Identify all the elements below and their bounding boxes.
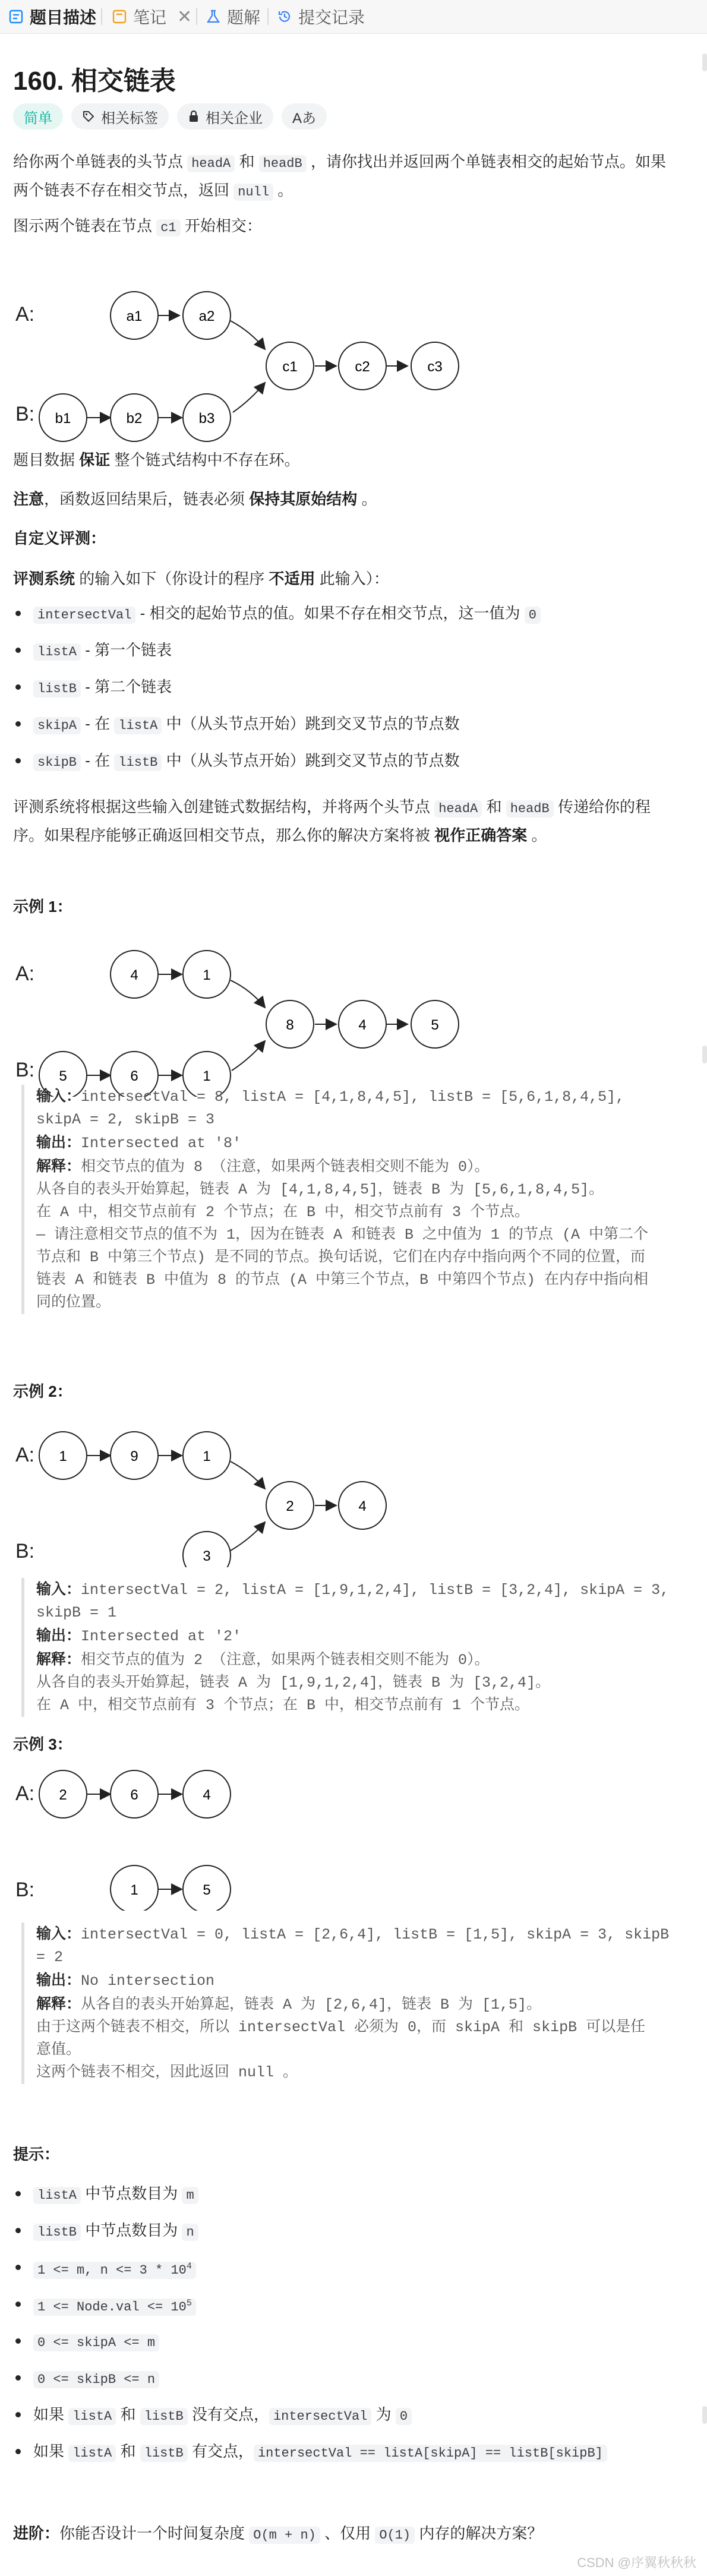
- svg-text:1: 1: [203, 967, 211, 983]
- node-c1: [266, 342, 314, 390]
- svg-text:c2: c2: [355, 359, 370, 375]
- svg-text:6: 6: [130, 1068, 138, 1084]
- figure-caption: 图示两个链表在节点 c1 开始相交：: [13, 217, 262, 235]
- related-companies-button[interactable]: [177, 103, 273, 130]
- lock-icon: [188, 110, 200, 123]
- font-size-label: Aあ: [292, 110, 317, 127]
- example-3-block: 输入：intersectVal = 0, listA = [2,6,4], listB = [1,5], skipA = 3, skipB = 2 输出：No intersection 解释：从各自的表头开始算起，链表 A 为 [2,6,4]，链表 B 为 [1,5]。 由于这两个链表不相交，所以 intersectVal 必须为 0，而 skipA 和 skipB 可以是任 意值。 这两个链表不相交，因此返回 null 。: [21, 1922, 678, 2084]
- label-a: A:: [15, 1444, 35, 1466]
- label-a: A:: [15, 1782, 35, 1805]
- node: [266, 1482, 314, 1529]
- problem-intro: 给你两个单链表的头节点 headA 和 headB ，请你找出并返回两个单链表相交的起始节点。如果两个链表不存在相交节点，返回 null 。: [13, 153, 666, 200]
- node-c3: [411, 342, 459, 390]
- node-b3: [183, 394, 231, 441]
- node: [183, 951, 231, 998]
- tab-bar: [0, 0, 707, 34]
- node-a2: [183, 292, 231, 339]
- input-item: intersectVal - 相交的起始节点的值。如果不存在相交节点，这一值为 0: [13, 601, 687, 627]
- hints-heading: 提示：: [13, 2145, 60, 2163]
- svg-text:1: 1: [203, 1068, 211, 1084]
- example-1-block: 输入：intersectVal = 8, listA = [4,1,8,4,5], listB = [5,6,1,8,4,5], skipA = 2, skipB = 3 输出：Intersected at '8' 解释：相交节点的值为 8 （注意，如果两个链表相交则不能为 0）。 从各自的表头开始算起，链表 A 为 [4,1,8,4,5]，链表 B 为 [5,6,1,8,4,5]。 在 A 中，相交节点前有 2 个节点；在 B 中，相交节点前有 3 个节点。 — 请注意相交节点的值不为 1，因为在链表 A 和链表 B 之中值为 1 的节点 (A 中第二个 节点和 B 中第三个节点) 是不同的节点。换句话说，它们在内存中指向两个不同的位置，而 链表 A 和链表 B 中值为 8 的节点 (A 中第三个节点，B 中第四个节点) 在内存中指向相 同的位置。: [21, 1085, 678, 1314]
- svg-text:1: 1: [59, 1448, 67, 1464]
- eval-description: 评测系统将根据这些输入创建链式数据结构，并将两个头节点 headA 和 headB 传递给你的程序。如果程序能够正确返回相交节点，那么你的解决方案将被 视作正确答案 。: [13, 798, 651, 844]
- label-b: B:: [15, 1059, 35, 1081]
- node: [111, 1432, 158, 1479]
- description-icon: [8, 9, 24, 24]
- svg-text:9: 9: [130, 1448, 138, 1464]
- svg-text:1: 1: [203, 1448, 211, 1464]
- example-2-heading: 示例 2：: [13, 1382, 72, 1400]
- history-icon: [277, 9, 292, 24]
- example-1-heading: 示例 1：: [13, 898, 72, 916]
- example-explain: 解释：相交节点的值为 2 （注意，如果两个链表相交则不能为 0）。: [36, 1651, 490, 1669]
- example-3-heading: 示例 3：: [13, 1735, 72, 1753]
- hint-item: listB 中节点数目为 n: [13, 2218, 687, 2244]
- flask-icon: [206, 9, 221, 24]
- note-icon: [112, 9, 127, 24]
- example-1-diagram: [13, 924, 488, 1097]
- scrollbar-marker: [702, 1046, 707, 1063]
- example-output: 输出：Intersected at '8': [36, 1134, 242, 1152]
- svg-text:5: 5: [203, 1882, 211, 1898]
- advanced-text: 进阶：你能否设计一个时间复杂度 O(m + n) 、仅用 O(1) 内存的解决方案？: [13, 2524, 543, 2543]
- note-text: 注意，函数返回结果后，链表必须 保持其原始结构 。: [13, 490, 377, 508]
- hint-item: listA 中节点数目为 m: [13, 2182, 687, 2208]
- input-item: skipA - 在 listA 中（从头节点开始）跳到交叉节点的节点数: [13, 712, 687, 738]
- linked-list-diagram: [13, 254, 488, 444]
- hint-item: 1 <= Node.val <= $10^5$: [13, 2292, 687, 2319]
- example-input: 输入：intersectVal = 0, listA = [2,6,4], listB = [1,5], skipA = 3, skipB = 2: [36, 1925, 670, 1966]
- input-item: listB - 第二个链表: [13, 675, 687, 701]
- hint-item: 如果 listA 和 listB 有交点， intersectVal == listA[skipA] == listB[skipB]: [13, 2439, 687, 2465]
- tag-icon: [82, 110, 95, 123]
- node: [183, 1865, 231, 1911]
- node: [339, 1482, 386, 1529]
- eval-intro: 评测系统 的输入如下（你设计的程序 不适用 此输入）：: [13, 570, 389, 588]
- font-size-button[interactable]: [282, 103, 327, 130]
- tab-notes-label: 笔记: [133, 8, 167, 27]
- svg-text:2: 2: [59, 1787, 67, 1803]
- hint-item: 如果 listA 和 listB 没有交点， intersectVal 为 0: [13, 2403, 687, 2429]
- node: [111, 1865, 158, 1911]
- svg-text:b2: b2: [126, 411, 143, 427]
- svg-text:6: 6: [130, 1787, 138, 1803]
- example-explain: 解释：相交节点的值为 8 （注意，如果两个链表相交则不能为 0）。: [36, 1158, 490, 1176]
- node: [266, 1000, 314, 1048]
- tab-notes[interactable]: [112, 0, 166, 33]
- difficulty-badge[interactable]: 简单: [13, 103, 63, 130]
- related-tags-label: 相关标签: [101, 110, 158, 127]
- input-item: skipB - 在 listB 中（从头节点开始）跳到交叉节点的节点数: [13, 749, 687, 775]
- svg-text:c1: c1: [282, 359, 298, 375]
- example-output: 输出：Intersected at '2': [36, 1627, 242, 1645]
- example-3-diagram: [13, 1762, 488, 1911]
- svg-text:5: 5: [59, 1068, 67, 1084]
- svg-text:4: 4: [358, 1498, 367, 1514]
- watermark: CSDN @序翼秋秋秋: [577, 2555, 696, 2570]
- svg-text:b1: b1: [55, 411, 71, 427]
- node: [111, 1770, 158, 1818]
- label-a: A:: [15, 303, 35, 326]
- tag-row: [13, 103, 327, 130]
- example-output: 输出：No intersection: [36, 1972, 215, 1990]
- node: [39, 1432, 87, 1479]
- svg-text:a2: a2: [198, 308, 215, 324]
- guarantee-text: 题目数据 保证 整个链式结构中不存在环。: [13, 451, 300, 469]
- svg-text:a1: a1: [126, 308, 143, 324]
- svg-text:4: 4: [358, 1017, 367, 1033]
- tab-solutions[interactable]: [206, 0, 260, 33]
- svg-text:3: 3: [203, 1548, 211, 1564]
- tab-divider: [196, 8, 197, 25]
- hint-item: 0 <= skipA <= m: [13, 2329, 687, 2355]
- node-c2: [339, 342, 386, 390]
- label-a: A:: [15, 962, 35, 985]
- svg-text:4: 4: [130, 967, 138, 983]
- tab-description[interactable]: [8, 0, 96, 33]
- label-b: B:: [15, 403, 35, 425]
- svg-text:2: 2: [286, 1498, 294, 1514]
- input-item: listA - 第一个链表: [13, 638, 687, 664]
- example-input: 输入：intersectVal = 2, listA = [1,9,1,2,4], listB = [3,2,4], skipA = 3, skipB = 1: [36, 1581, 670, 1621]
- tab-divider: [267, 8, 269, 25]
- example-input: 输入：intersectVal = 8, listA = [4,1,8,4,5], listB = [5,6,1,8,4,5], skipA = 2, skipB = 3: [36, 1088, 625, 1128]
- node: [339, 1000, 386, 1048]
- hint-item: 0 <= skipB <= n: [13, 2366, 687, 2392]
- node: [39, 1770, 87, 1818]
- tab-submissions-label: 提交记录: [298, 8, 365, 27]
- related-tags-button[interactable]: [71, 103, 169, 130]
- svg-text:8: 8: [286, 1017, 294, 1033]
- node-b1: [39, 394, 87, 441]
- example-2-diagram: [13, 1407, 488, 1567]
- scrollbar[interactable]: [702, 53, 707, 71]
- close-icon[interactable]: ✕: [177, 7, 192, 27]
- tab-divider: [101, 8, 102, 25]
- node: [183, 1770, 231, 1818]
- tab-description-label: 题目描述: [30, 8, 97, 27]
- hint-item: 1 <= m, $n <= 3 * 10^4$: [13, 2255, 687, 2283]
- svg-text:4: 4: [203, 1787, 211, 1803]
- label-b: B:: [15, 1540, 35, 1562]
- node: [111, 951, 158, 998]
- svg-text:b3: b3: [198, 411, 215, 427]
- node: [411, 1000, 459, 1048]
- tab-solutions-label: 题解: [227, 8, 261, 27]
- scrollbar-marker: [702, 2406, 707, 2424]
- example-2-block: 输入：intersectVal = 2, listA = [1,9,1,2,4], listB = [3,2,4], skipA = 3, skipB = 1 输出：Intersected at '2' 解释：相交节点的值为 2 （注意，如果两个链表相交则不能为 0）。 从各自的表头开始算起，链表 A 为 [1,9,1,2,4]，链表 B 为 [3,2,4]。 在 A 中，相交节点前有 3 个节点；在 B 中，相交节点前有 1 个节点。: [21, 1578, 678, 1717]
- node-a1: [111, 292, 158, 339]
- tab-submissions[interactable]: [277, 0, 365, 33]
- svg-text:5: 5: [431, 1017, 439, 1033]
- example-explain: 解释：从各自的表头开始算起，链表 A 为 [2,6,4]，链表 B 为 [1,5]。: [36, 1996, 542, 2013]
- related-companies-label: 相关企业: [206, 110, 263, 127]
- problem-title: 160. 相交链表: [13, 67, 176, 96]
- custom-eval-heading: 自定义评测：: [13, 529, 106, 547]
- svg-text:1: 1: [130, 1882, 138, 1898]
- label-b: B:: [15, 1879, 35, 1901]
- node-b2: [111, 394, 158, 441]
- svg-text:c3: c3: [427, 359, 443, 375]
- node: [183, 1532, 231, 1567]
- node: [183, 1432, 231, 1479]
